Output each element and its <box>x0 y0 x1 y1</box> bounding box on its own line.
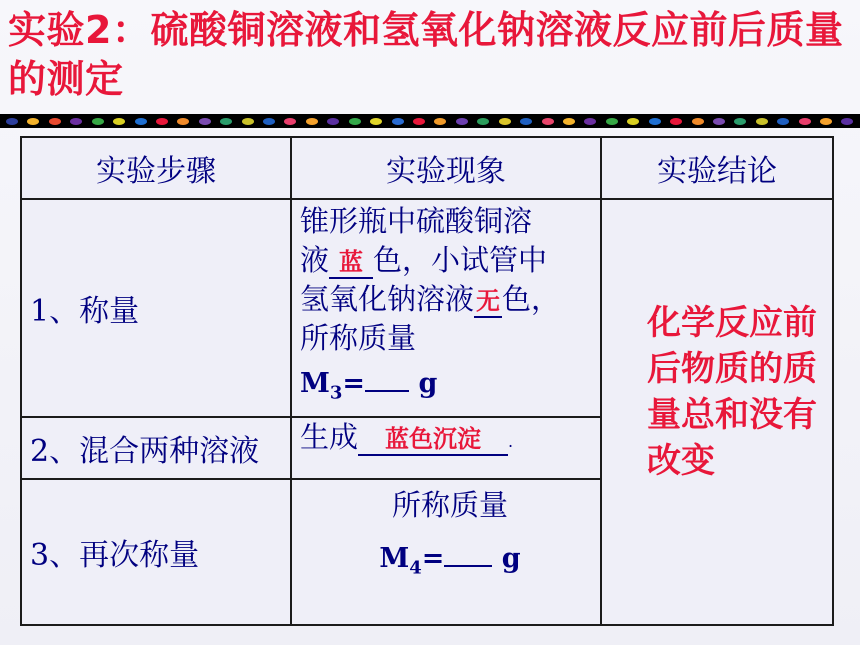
answer-fill: 无 <box>476 287 501 315</box>
answer-fill: 蓝色沉淀 <box>385 425 482 453</box>
conclusion-cell <box>601 199 833 625</box>
decorative-dot <box>713 118 725 125</box>
decorative-dot <box>456 118 468 125</box>
mass-subscript: 3 <box>329 382 343 404</box>
decorative-dot <box>649 118 661 125</box>
decorative-dot <box>306 118 318 125</box>
conclusion-text: 化学反应前后物质的质量总和没有改变 <box>647 303 817 481</box>
decorative-dot <box>563 118 575 125</box>
decorative-dot <box>434 118 446 125</box>
decorative-dot <box>542 118 554 125</box>
mass-reading <box>300 364 600 412</box>
experiment-table <box>20 136 834 626</box>
phenomenon-cell <box>291 199 601 417</box>
step-label: 2、混合两种溶液 <box>30 434 260 469</box>
answer-blank <box>329 245 373 279</box>
phenomenon-text: 锥形瓶中硫酸铜溶 <box>300 204 533 238</box>
decorative-dot <box>177 118 189 125</box>
answer-fill: 蓝 <box>339 248 364 276</box>
phenomenon-text-part: 生成 <box>300 420 359 454</box>
decorative-dot <box>477 118 489 125</box>
phenomenon-text-part: 氢氧化钠溶液 <box>300 282 475 316</box>
decorative-dot <box>327 118 339 125</box>
decorative-dot <box>392 118 404 125</box>
table-header-row <box>21 137 833 199</box>
decorative-dot <box>199 118 211 125</box>
decorative-dot <box>670 118 682 125</box>
mass-blank <box>444 565 492 567</box>
phenomenon-text <box>300 241 600 280</box>
step-label: 3、再次称量 <box>30 538 200 573</box>
decorative-dot <box>820 118 832 125</box>
decorative-dot <box>284 118 296 125</box>
mass-symbol: M <box>379 543 410 574</box>
decorative-dot <box>6 118 18 125</box>
decorative-dot <box>113 118 125 125</box>
decorative-dot <box>242 118 254 125</box>
decorative-dot <box>49 118 61 125</box>
step-cell <box>21 479 291 625</box>
phenomenon-text-part: 液 <box>300 243 330 277</box>
slide-title: 实验2：硫酸铜溶液和氢氧化钠溶液反应前后质量的测定 <box>8 8 844 101</box>
header-step: 实验步骤 <box>21 137 291 199</box>
mass-reading <box>300 539 600 587</box>
decorative-dot <box>692 118 704 125</box>
step-cell <box>21 199 291 417</box>
mass-unit: g <box>501 543 521 574</box>
decorative-dot <box>756 118 768 125</box>
phenomenon-text-part: . <box>508 432 514 451</box>
decorative-dot <box>220 118 232 125</box>
mass-equals: = <box>421 543 445 574</box>
table-row <box>21 199 833 417</box>
phenomenon-cell <box>291 479 601 625</box>
step-cell <box>21 417 291 479</box>
decorative-dot <box>413 118 425 125</box>
mass-subscript: 4 <box>409 557 422 579</box>
answer-blank <box>358 422 508 456</box>
decorative-dot <box>799 118 811 125</box>
phenomenon-text: 所称质量 <box>391 488 508 522</box>
phenomenon-text <box>300 280 600 319</box>
decorative-dot <box>349 118 361 125</box>
decorative-dot-divider <box>0 114 860 128</box>
answer-blank <box>474 284 502 318</box>
step-label: 1、称量 <box>30 294 140 329</box>
mass-symbol: M <box>300 368 330 399</box>
phenomenon-text-part: 色， <box>502 282 561 316</box>
phenomenon-text-part: 色，小试管中 <box>373 243 548 277</box>
decorative-dot <box>584 118 596 125</box>
phenomenon-cell <box>291 417 601 479</box>
decorative-dot <box>135 118 147 125</box>
decorative-dot <box>499 118 511 125</box>
header-phenomenon: 实验现象 <box>291 137 601 199</box>
decorative-dot <box>606 118 618 125</box>
decorative-dot <box>263 118 275 125</box>
phenomenon-text: 所称质量 <box>300 321 417 355</box>
decorative-dot <box>70 118 82 125</box>
decorative-dot <box>627 118 639 125</box>
decorative-dot <box>27 118 39 125</box>
decorative-dot <box>156 118 168 125</box>
decorative-dot <box>777 118 789 125</box>
decorative-dot <box>370 118 382 125</box>
mass-blank <box>365 390 409 392</box>
mass-unit: g <box>418 368 438 399</box>
decorative-dot <box>92 118 104 125</box>
decorative-dot <box>841 118 853 125</box>
mass-equals: = <box>342 368 366 399</box>
decorative-dot <box>734 118 746 125</box>
header-conclusion: 实验结论 <box>601 137 833 199</box>
decorative-dot <box>520 118 532 125</box>
